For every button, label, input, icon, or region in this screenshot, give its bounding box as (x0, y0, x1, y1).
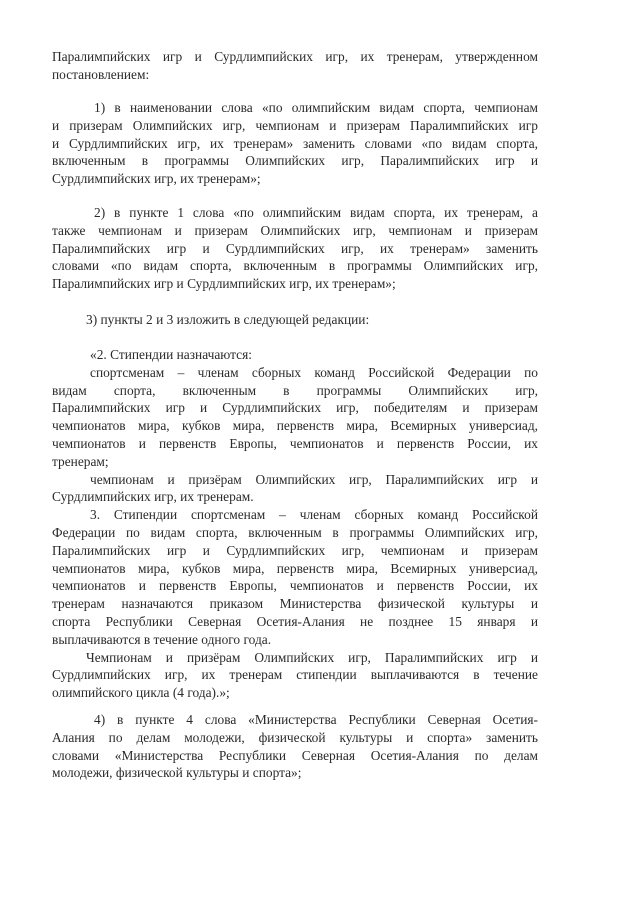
text-line: спорта Республики Северная Осетия-Алания не позднее 15 января и (52, 613, 538, 629)
text-line: Сурдлимпийских игр, их тренерам»; (52, 171, 261, 187)
text-line: «2. Стипендии назначаются: (90, 347, 252, 362)
text-line: и Сурдлимпийских игр, их тренерам» заменить словами «по видам спорта, (52, 135, 538, 151)
text-line: Сурдлимпийских игр, их тренерам стипендии выплачиваются в течение (52, 667, 538, 683)
text-line: Федерации по видам спорта, включенным в программы Олимпийских игр, (52, 524, 538, 540)
text-line: также чемпионам и призерам Олимпийских игр, чемпионам и призерам (52, 222, 538, 238)
quoted-amendment (52, 346, 538, 702)
text-line: молодежи, физической культуры и спорта»; (52, 765, 302, 781)
item-3-paragraph (52, 311, 538, 329)
text-line: Паралимпийских игр и Сурдлимпийских игр, чемпионам и призерам (52, 542, 538, 558)
item-2-paragraph (52, 204, 538, 293)
text-line: спортсменам – членам сборных команд Российской Федерации по (90, 364, 538, 380)
text-line: чемпионатов и первенств Европы, чемпионатов и первенств России, их (52, 435, 538, 451)
text-line: Паралимпийских игр и Сурдлимпийских игр, их тренерам, утвержденном (52, 49, 538, 64)
text-line: Чемпионам и призёрам Олимпийских игр, Паралимпийских игр и (86, 649, 538, 665)
text-line: чемпионатов мира, кубков мира, первенств мира, Всемирных универсиад, (52, 418, 538, 434)
text-line: Сурдлимпийских игр, их тренерам. (52, 489, 254, 505)
item-4-paragraph (52, 711, 538, 782)
text-line: выплачиваются в течение одного года. (52, 631, 272, 647)
text-line: Паралимпийских игр и Сурдлимпийских игр, их тренерам» заменить (52, 240, 538, 256)
text-line: видам спорта, включенным в программы Олимпийских игр, (52, 382, 538, 398)
text-line: Паралимпийских игр и Сурдлимпийских игр, победителям и призерам (52, 400, 538, 416)
text-line: словами «по видам спорта, включенным в программы Олимпийских игр, (52, 258, 538, 274)
text-line: чемпионам и призёрам Олимпийских игр, Паралимпийских игр и (90, 471, 538, 487)
text-line: тренерам назначаются приказом Министерства физической культуры и (52, 596, 538, 612)
text-line: 3. Стипендии спортсменам – членам сборных команд Российской (90, 507, 538, 523)
text-line: и призерам Олимпийских игр, чемпионам и призерам Паралимпийских игр (52, 117, 538, 133)
text-line: 4) в пункте 4 слова «Министерства Республики Северная Осетия- (94, 712, 538, 727)
text-line: 3) пункты 2 и 3 изложить в следующей редакции: (86, 312, 370, 327)
text-line: постановлением: (52, 66, 150, 82)
text-line: Алания по делам молодежи, физической культуры и спорта» заменить (52, 729, 538, 745)
text-line: словами «Министерства Республики Северная Осетия-Алания по делам (52, 747, 538, 763)
text-line: олимпийского цикла (4 года).»; (52, 685, 230, 701)
intro-paragraph (52, 48, 538, 84)
text-line: включенным в программы Олимпийских игр, Паралимпийских игр и (52, 153, 538, 169)
text-line: чемпионатов мира, кубков мира, первенств мира, Всемирных универсиад, (52, 560, 538, 576)
text-line: тренерам; (52, 453, 109, 469)
item-1-paragraph (52, 99, 538, 188)
text-line: Паралимпийских игр и Сурдлимпийских игр, их тренерам»; (52, 276, 396, 292)
text-line: 2) в пункте 1 слова «по олимпийским видам спорта, их тренерам, а (94, 205, 538, 220)
text-line: 1) в наименовании слова «по олимпийским видам спорта, чемпионам (94, 100, 538, 115)
text-line: чемпионатов и первенств Европы, чемпионатов и первенств России, их (52, 578, 538, 594)
